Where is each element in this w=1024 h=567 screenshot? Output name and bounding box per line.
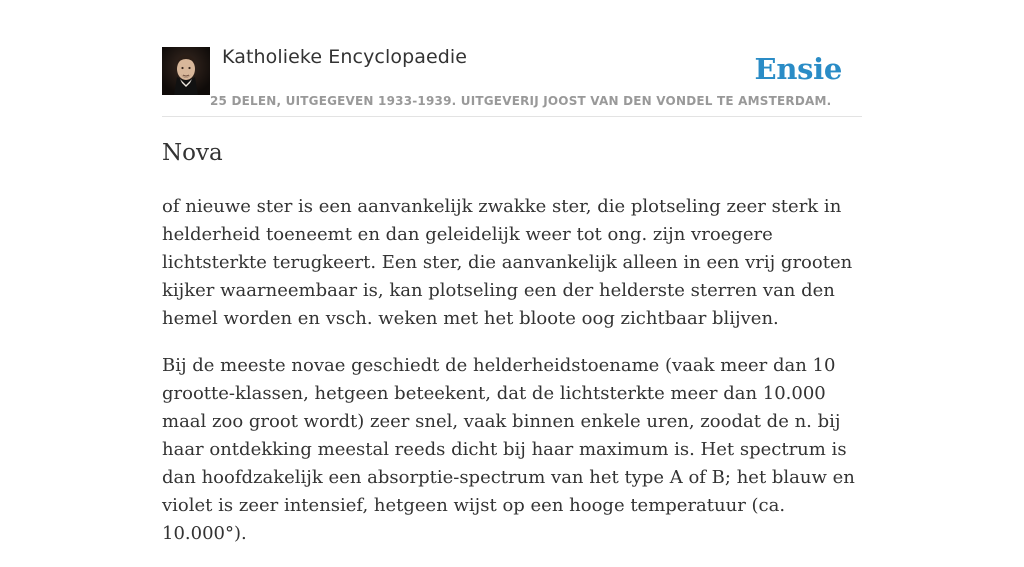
source-header: [162, 0, 862, 117]
source-title[interactable]: Katholieke Encyclopaedie: [222, 46, 468, 68]
page: [162, 0, 862, 544]
source-subtitle: 25 DELEN, UITGEGEVEN 1933-1939. UITGEVERIJ JOOST VAN DEN VONDEL TE AMSTERDAM.: [210, 94, 832, 108]
entry-body: [162, 193, 862, 567]
portrait-avatar-icon: [162, 47, 210, 95]
source-avatar[interactable]: [162, 47, 210, 95]
entry-paragraph: Bij de meeste novae geschiedt de helderheidstoename (vaak meer dan 10 grootte-klassen, hetgeen beteekent, dat de lichtsterkte meer dan 10.000 maal zoo groot wordt) zeer snel, vaak binnen enkele uren, zoodat de n. bij haar ontdekking meestal reeds dicht bij haar maximum is. Het spectrum is dan hoofdzakelijk een absorptie-spectrum van het type A of B; het blauw en violet is zeer intensief, hetgeen wijst op een hooge temperatuur (ca. 10.000°).: [162, 355, 855, 544]
brand-logo-link[interactable]: Ensie: [754, 52, 842, 86]
entry-title: Nova: [162, 140, 223, 166]
entry-paragraph: of nieuwe ster is een aanvankelijk zwakke ster, die plotseling zeer sterk in helderheid toeneemt en dan geleidelijk weer tot ong. zijn vroegere lichtsterkte terugkeert. Een ster, die aanvankelijk alleen in een vrij grooten kijker waarneembaar is, kan plotseling een der helderste sterren van den hemel worden en vsch. weken met het bloote oog zichtbaar blijven.: [162, 196, 853, 329]
